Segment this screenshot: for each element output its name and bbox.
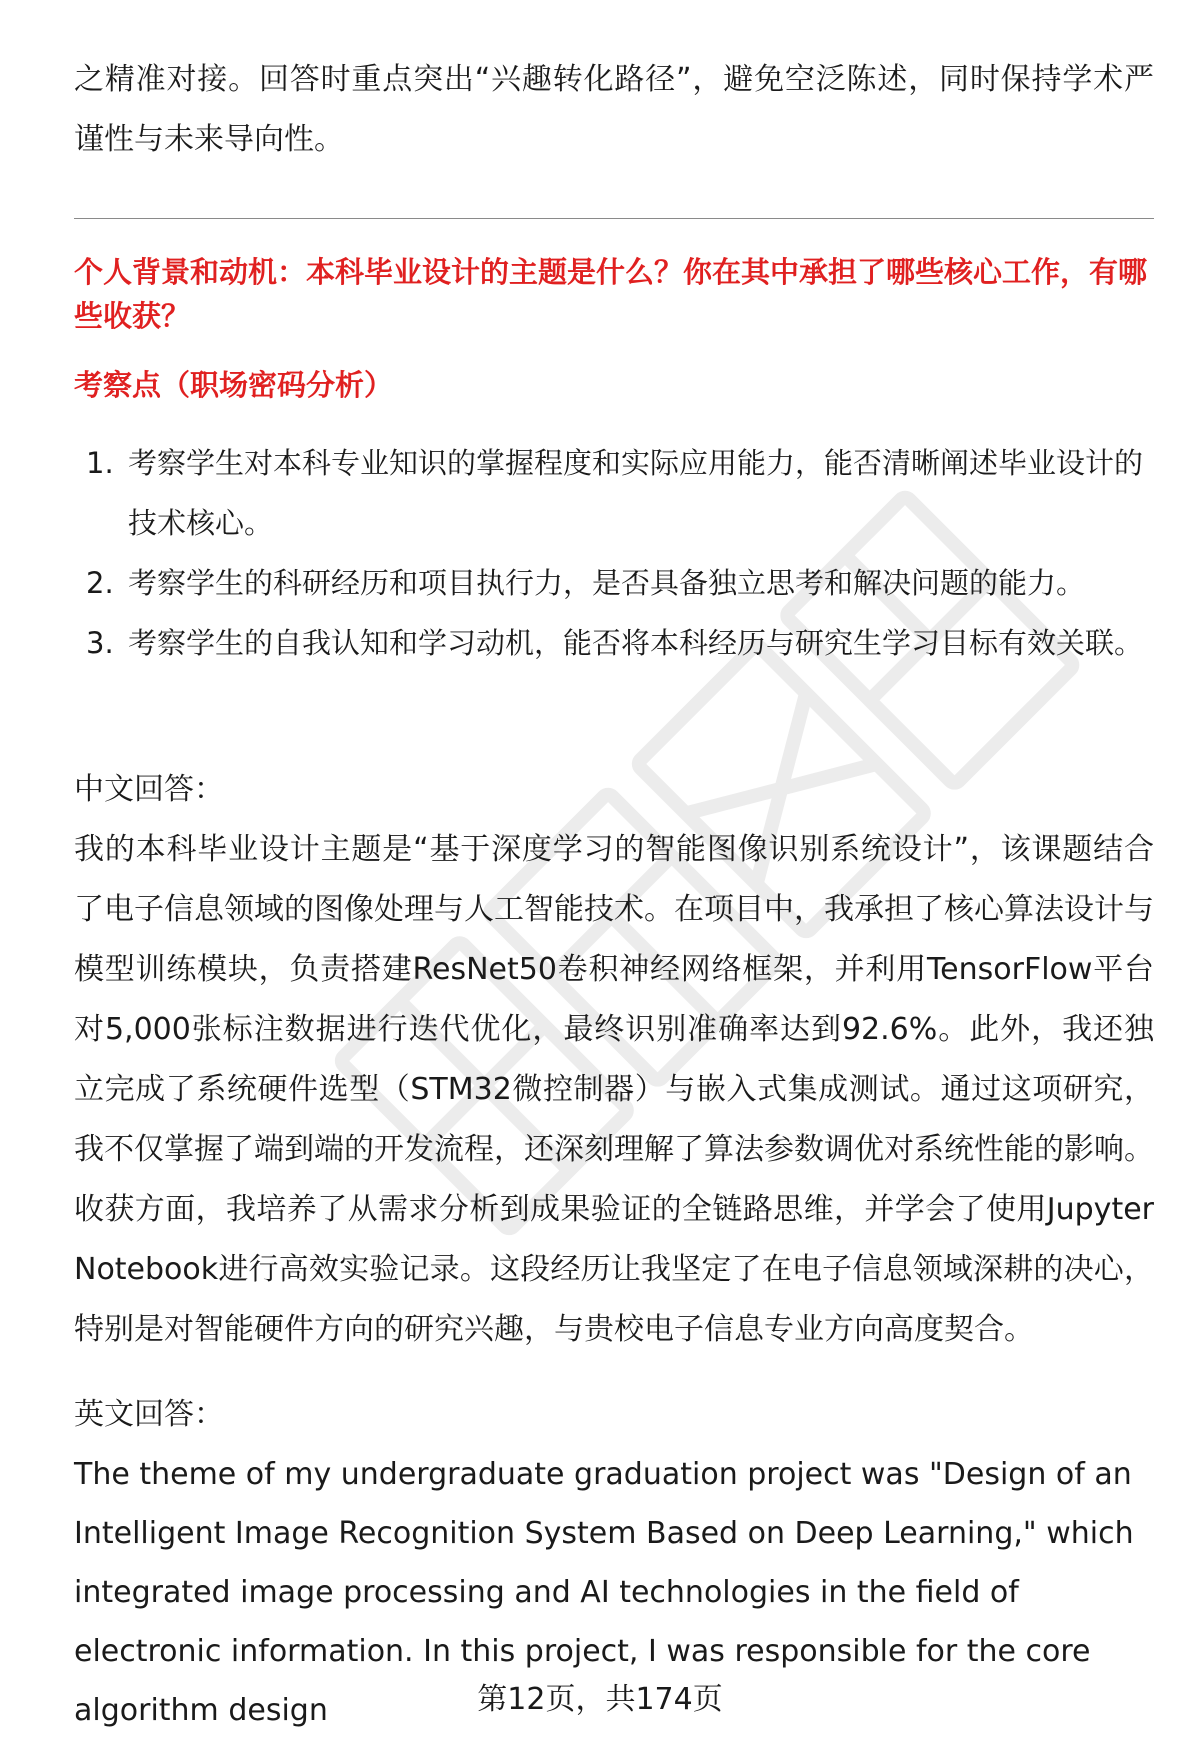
list-item-text: 考察学生的科研经历和项目执行力，是否具备独立思考和解决问题的能力。 <box>128 566 1086 600</box>
list-item-text: 考察学生对本科专业知识的掌握程度和实际应用能力，能否清晰阐述毕业设计的技术核心。 <box>128 446 1144 540</box>
section-divider <box>74 218 1154 219</box>
focus-heading: 考察点（职场密码分析） <box>74 368 394 402</box>
english-answer-label: 英文回答： <box>74 1397 224 1432</box>
list-item-number: 3. <box>86 626 114 660</box>
list-item-number: 2. <box>86 566 114 600</box>
list-item <box>74 433 1154 553</box>
question-heading: 个人背景和动机：本科毕业设计的主题是什么？你在其中承担了哪些核心工作，有哪些收获？ <box>74 255 1148 333</box>
intro-paragraph: 之精准对接。回答时重点突出“兴趣转化路径”，避免空泛陈述，同时保持学术严谨性与未来导向性。 <box>74 62 1154 157</box>
english-answer-text: The theme of my undergraduate graduation project was "Design of an Intelligent Image Recognition System Based on Deep Learning," which integrated image processing and AI technologies in the field of electronic information. In this project, I was responsible for the core algorithm design <box>74 1457 1134 1728</box>
list-item <box>74 553 1154 613</box>
list-item-number: 1. <box>86 446 114 480</box>
chinese-answer-text: 我的本科毕业设计主题是“基于深度学习的智能图像识别系统设计”，该课题结合了电子信息领域的图像处理与人工智能技术。在项目中，我承担了核心算法设计与模型训练模块，负责搭建ResNet50卷积神经网络框架，并利用TensorFlow平台对5,000张标注数据进行迭代优化，最终识别准确率达到92.6%。此外，我还独立完成了系统硬件选型（STM32微控制器）与嵌入式集成测试。通过这项研究，我不仅掌握了端到端的开发流程，还深刻理解了算法参数调优对系统性能的影响。收获方面，我培养了从需求分析到成果验证的全链路思维，并学会了使用Jupyter Notebook进行高效实验记录。这段经历让我坚定了在电子信息领域深耕的决心，特别是对智能硬件方向的研究兴趣，与贵校电子信息专业方向高度契合。 <box>74 832 1154 1347</box>
page-footer: 第12页，共174页 <box>477 1682 723 1717</box>
list-item-text: 考察学生的自我认知和学习动机，能否将本科经历与研究生学习目标有效关联。 <box>128 626 1144 660</box>
list-item <box>74 613 1154 673</box>
evaluation-points-list <box>74 433 1154 673</box>
chinese-answer-label: 中文回答： <box>74 772 224 807</box>
